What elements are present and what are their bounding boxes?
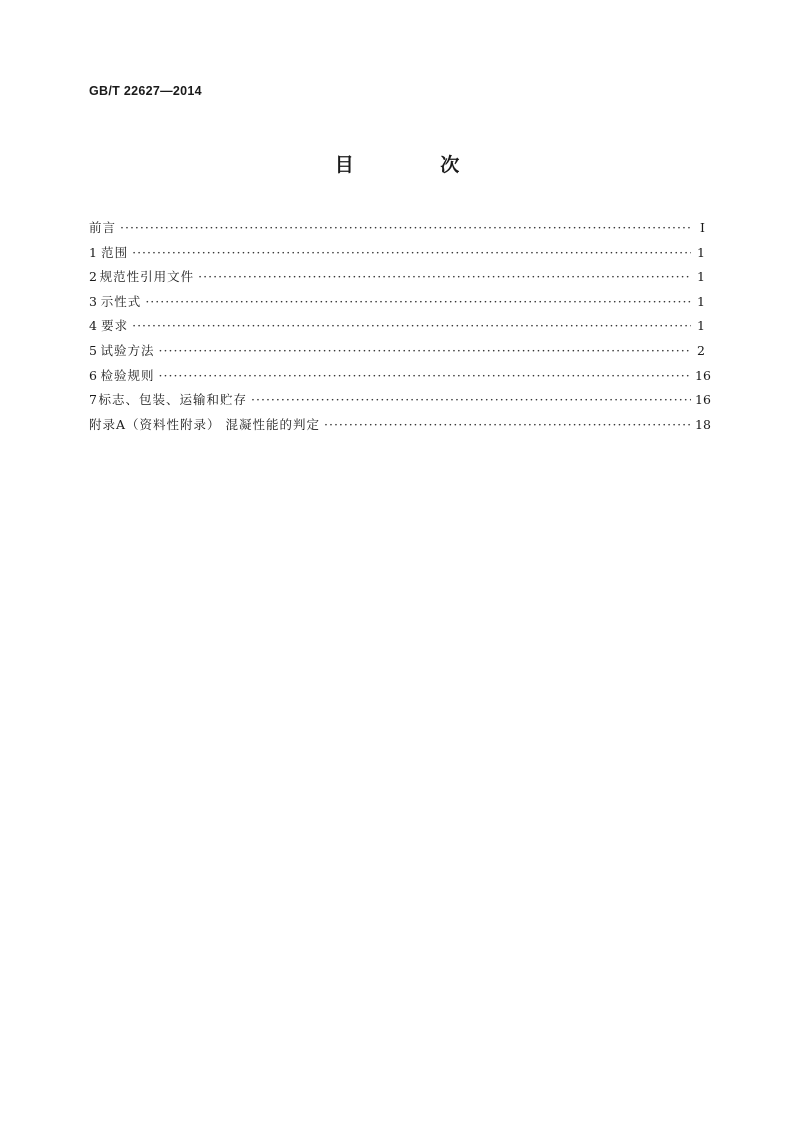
document-code: GB/T 22627—2014: [89, 84, 202, 98]
toc-entry-number: 4: [89, 318, 97, 334]
toc-entry-label: 附录A（资料性附录） 混凝性能的判定: [89, 416, 321, 432]
toc-entry-6[interactable]: [89, 364, 711, 389]
toc-entry-number: 6: [89, 367, 97, 383]
toc-entry-label: 检验规则: [100, 367, 155, 383]
toc-entry-label: 规范性引用文件: [99, 269, 195, 285]
toc-entry-label: 要求: [101, 318, 129, 334]
toc-entry-foreword[interactable]: [89, 216, 705, 241]
toc-leader-dots: [145, 290, 691, 315]
toc-entry-number: 5: [89, 342, 97, 358]
toc-leader-dots: [251, 388, 691, 413]
toc-leader-dots: [120, 216, 691, 241]
toc-leader-dots: [132, 314, 691, 339]
toc-entry-7[interactable]: [89, 388, 711, 413]
toc-entry-number: 1: [89, 244, 97, 260]
toc-entry-page: 16: [695, 392, 711, 408]
toc-entry-page: 2: [697, 342, 705, 358]
toc-entry-page: 16: [695, 367, 711, 383]
toc-leader-dots: [159, 364, 691, 389]
toc-entry-page: Ⅰ: [700, 220, 705, 235]
toc-entry-3[interactable]: [89, 290, 705, 315]
toc-entry-label: 试验方法: [100, 342, 155, 358]
toc-leader-dots: [324, 413, 691, 438]
toc-entry-page: 1: [697, 293, 705, 309]
toc-entry-number: 7: [89, 392, 97, 408]
toc-entry-number: 2: [89, 269, 97, 285]
toc-title: 目 次: [334, 154, 500, 176]
toc-entry-page: 1: [697, 244, 705, 260]
toc-entry-number: 3: [89, 293, 97, 309]
toc-entry-page: 18: [695, 416, 711, 432]
toc-list: [89, 216, 711, 437]
toc-entry-5[interactable]: [89, 339, 705, 364]
toc-leader-dots: [132, 241, 691, 266]
toc-entry-1[interactable]: [89, 241, 705, 266]
toc-entry-appendix-a[interactable]: [89, 413, 711, 438]
toc-entry-4[interactable]: [89, 314, 705, 339]
toc-entry-label: 标志、包装、运输和贮存: [98, 392, 248, 408]
toc-entry-2[interactable]: [89, 265, 705, 290]
toc-entry-label: 范围: [101, 244, 129, 260]
toc-entry-page: 1: [697, 318, 705, 334]
toc-leader-dots: [198, 265, 691, 290]
toc-leader-dots: [159, 339, 691, 364]
toc-entry-label: 前言: [89, 220, 117, 235]
toc-entry-page: 1: [697, 269, 705, 285]
toc-entry-label: 示性式: [100, 293, 142, 309]
